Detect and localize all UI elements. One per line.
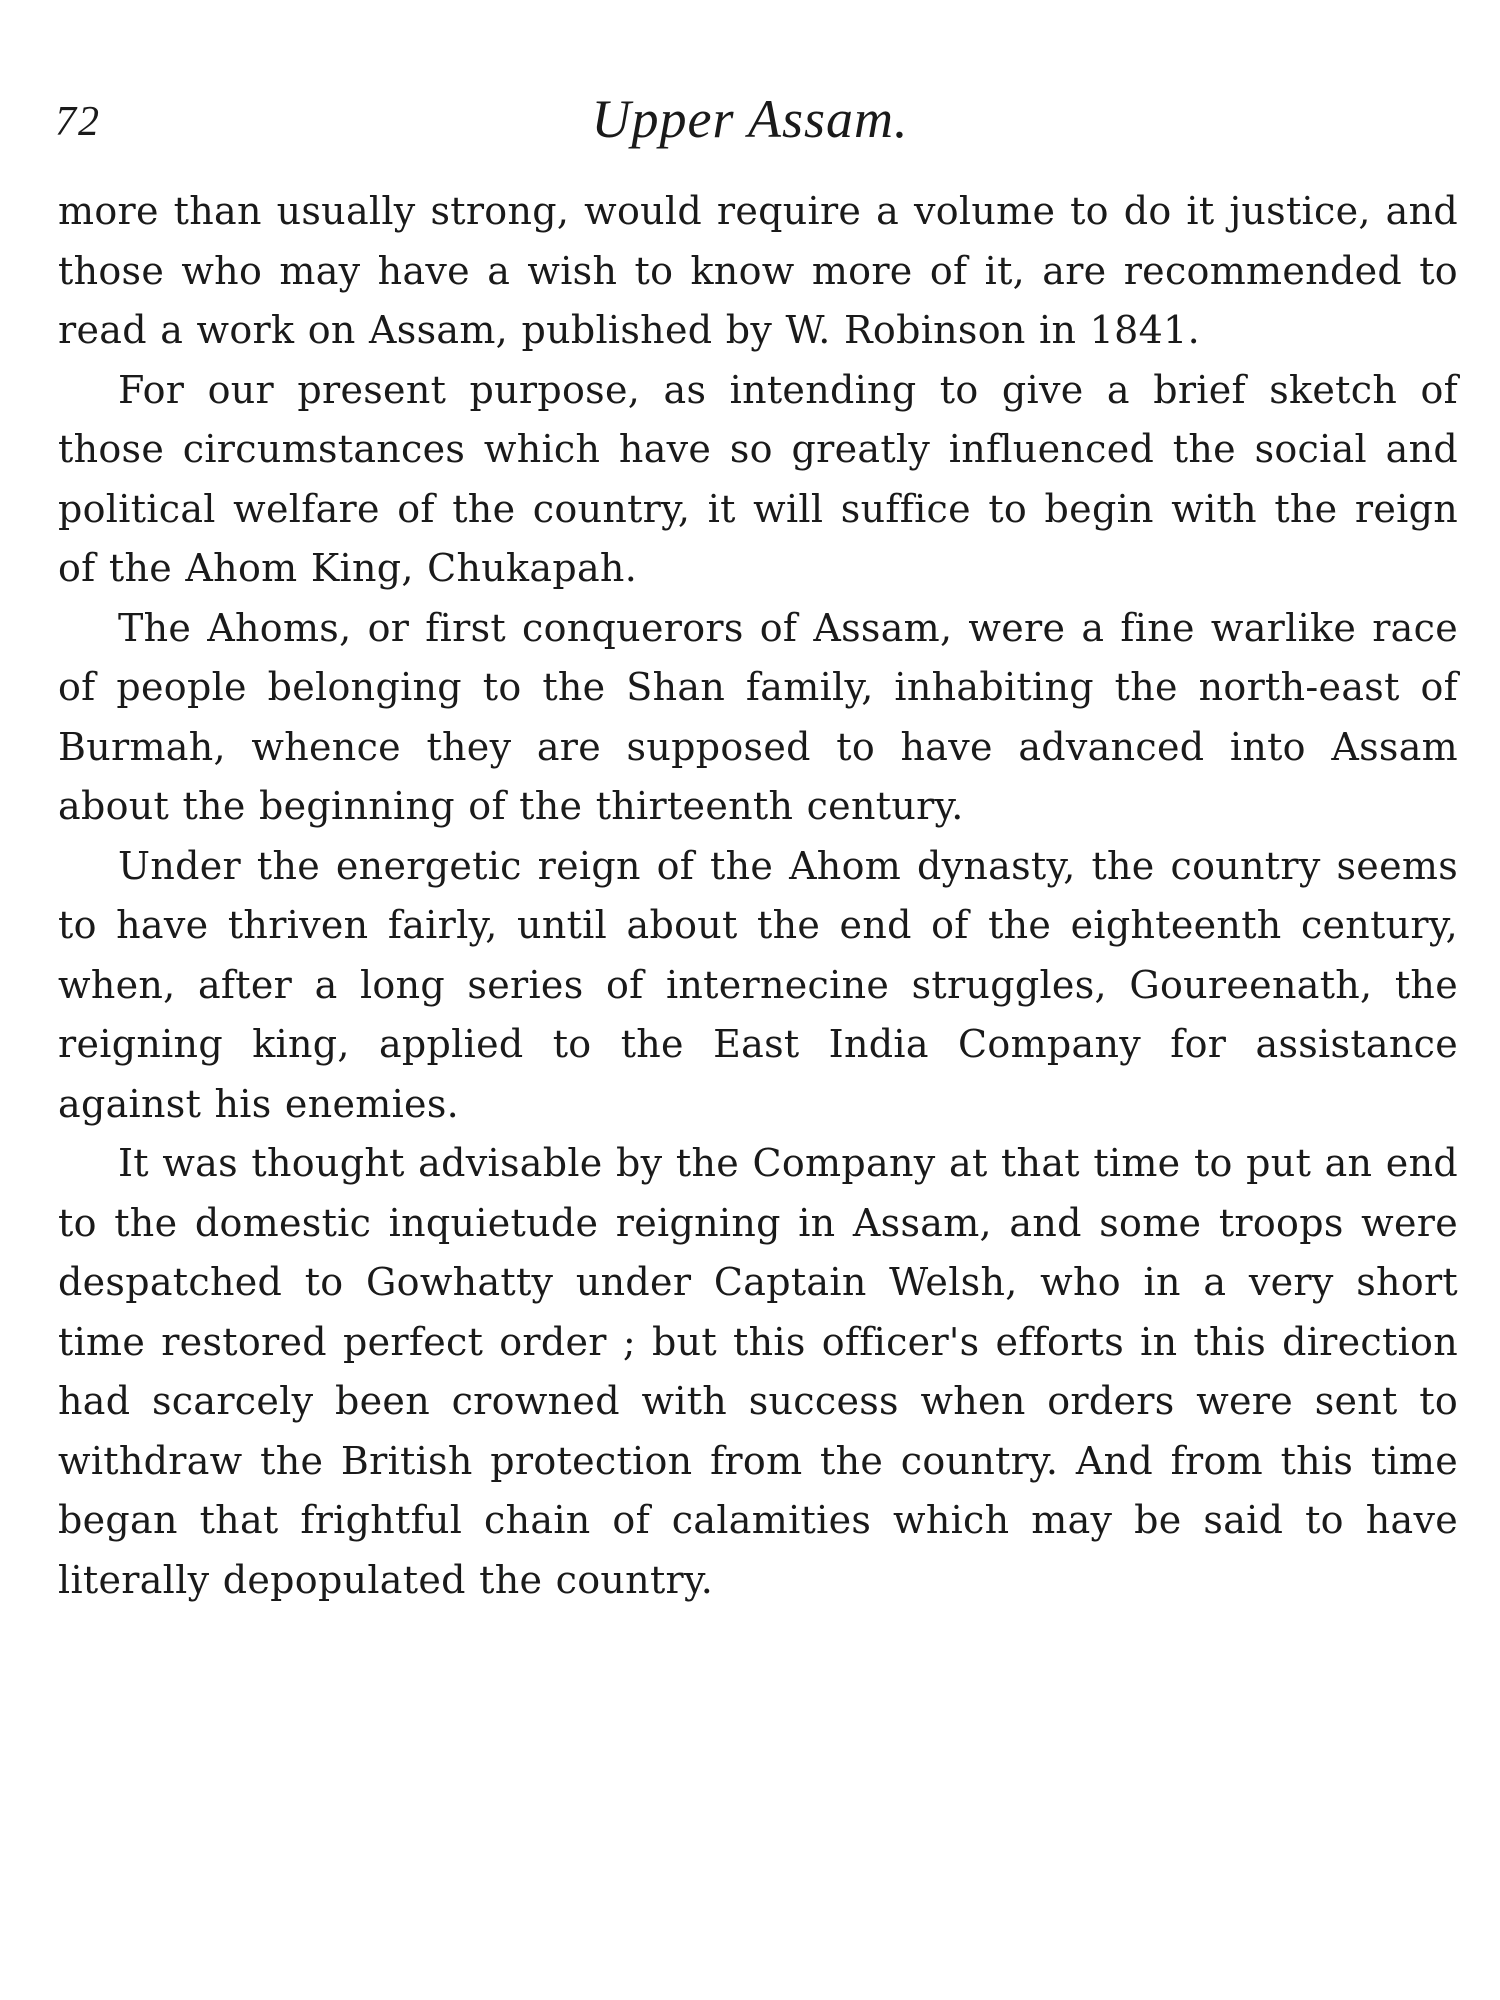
running-title: Upper Assam.: [591, 89, 909, 149]
paragraph: For our present purpose, as intending to give a brief sketch of those circumstances which have so greatly influenced the social and political welfare of the country, it will suffice to begin with the reign of the Ahom King, Chukapah.: [58, 367, 1458, 590]
paragraph: Under the energetic reign of the Ahom dynasty, the country seems to have thriven fairly, until about the end of the eighteenth century, when, after a long series of internecine struggles, Goureenath, the reigning king, applied to the East India Company for assistance against his enemies.: [58, 843, 1458, 1126]
paragraph-continued: more than usually strong, would require a volume to do it justice, and those who may have a wish to know more of it, are recommended to read a work on Assam, published by W. Robinson in 1841.: [58, 189, 1458, 352]
page-number: 72: [55, 99, 101, 145]
running-head: [55, 88, 1445, 158]
paragraph: It was thought advisable by the Company at that time to put an end to the domestic inquietude reigning in Assam, and some troops were despatched to Gowhatty under Captain Welsh, who in a very short time restored perfect order ; but this officer's efforts in this direction had scarcely been crowned with success when orders were sent to withdraw the British protection from the country. And from this time began that frightful chain of calamities which may be said to have literally depopulated the country.: [58, 1141, 1458, 1602]
body-text: [58, 182, 1458, 1610]
paragraph: The Ahoms, or first conquerors of Assam, were a fine warlike race of people belonging to the Shan family, inhabiting the north-east of Burmah, whence they are supposed to have advanced into Assam about the beginning of the thirteenth century.: [58, 605, 1458, 828]
